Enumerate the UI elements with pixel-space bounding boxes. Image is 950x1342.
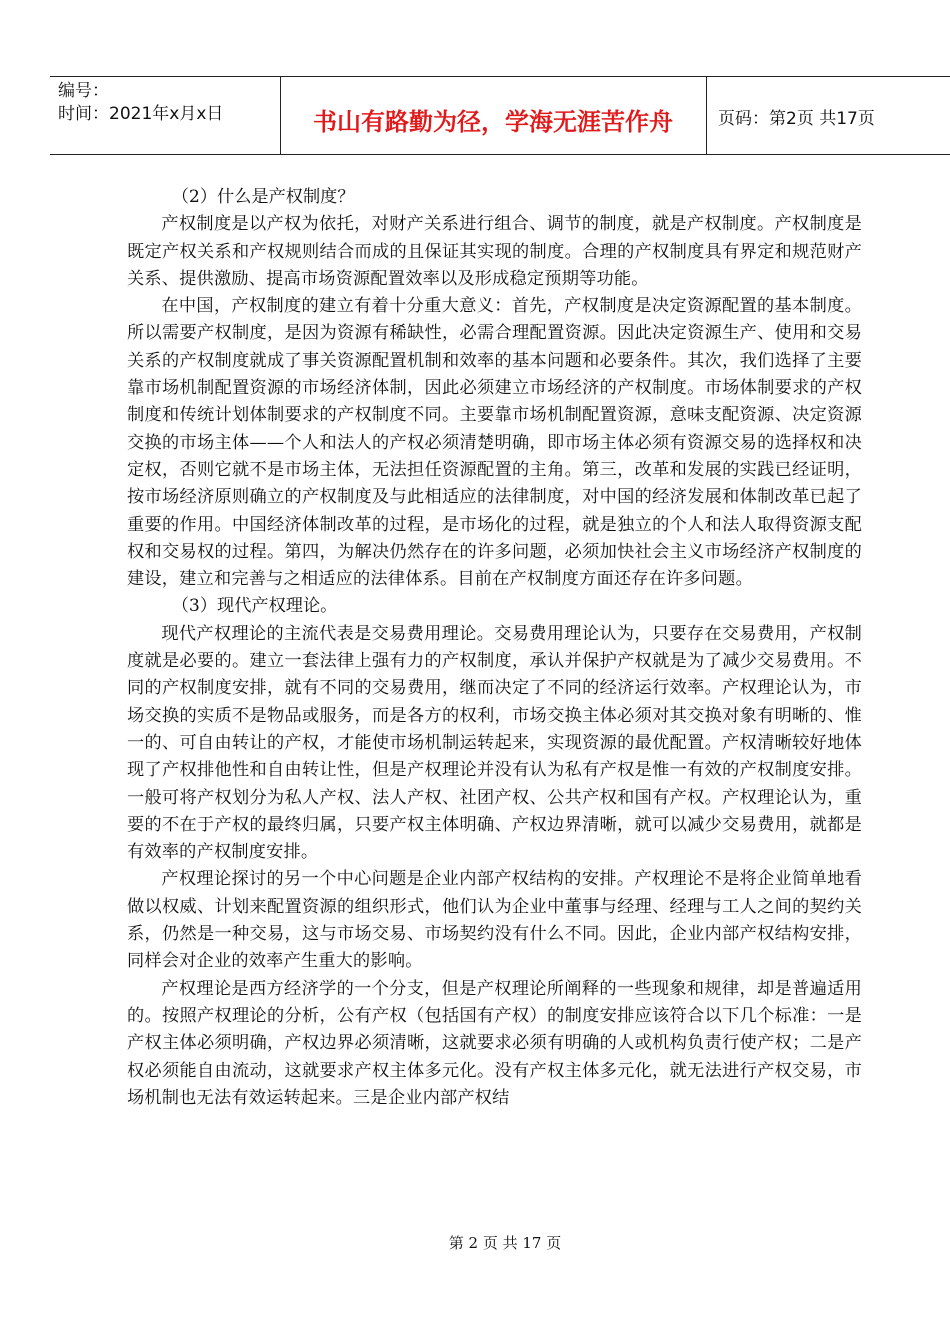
header-left-cell: [58, 80, 276, 126]
paragraph-3: 现代产权理论的主流代表是交易费用理论。交易费用理论认为，只要存在交易费用，产权制度就是必要的。建立一套法律上强有力的产权制度，承认并保护产权就是为了减少交易费用。不同的产权制度安排，就有不同的交易费用，继而决定了不同的经济运行效率。产权理论认为，市场交换的实质不是物品或服务，而是各方的权利，市场交换主体必须对其交换对象有明晰的、惟一的、可自由转让的产权，才能使市场机制运转起来，实现资源的最优配置。产权清晰较好地体现了产权排他性和自由转让性，但是产权理论并没有认为私有产权是惟一有效的产权制度安排。一般可将产权划分为私人产权、法人产权、社团产权、公共产权和国有产权。产权理论认为，重要的不在于产权的最终归属，只要产权主体明确、产权边界清晰，就可以减少交易费用，就都是有效率的产权制度安排。: [127, 623, 862, 863]
header-divider-left: [280, 76, 281, 154]
header-top-rule: [50, 76, 950, 77]
document-time-label: 时间：2021年x月x日: [58, 104, 224, 124]
header-motto: 书山有路勤为径，学海无涯苦作舟: [313, 108, 673, 136]
page-footer: 第 2 页 共 17 页: [448, 1234, 562, 1252]
document-number-label: 编号：: [58, 81, 109, 101]
section-heading-3: （3）现代产权理论。: [171, 596, 338, 617]
section-heading-2: （2）什么是产权制度？: [171, 187, 355, 207]
document-header: [50, 76, 950, 156]
paragraph-5: 产权理论是西方经济学的一个分支，但是产权理论所阐释的一些现象和规律，却是普遍适用的。按照产权理论的分析，公有产权（包括国有产权）的制度安排应该符合以下几个标准：一是产权主体必须明确，产权边界必须清晰，这就要求必须有明确的人或机构负责行使产权；二是产权必须能自由流动，这就要求产权主体多元化。没有产权主体多元化，就无法进行产权交易，市场机制也无法有效运转起来。三是企业内部产权结: [127, 978, 862, 1108]
paragraph-1: 产权制度是以产权为依托，对财产关系进行组合、调节的制度，就是产权制度。产权制度是既定产权关系和产权规则结合而成的且保证其实现的制度。合理的产权制度具有界定和规范财产关系、提供激励、提高市场资源配置效率以及形成稳定预期等功能。: [127, 214, 862, 289]
paragraph-4: 产权理论探讨的另一个中心问题是企业内部产权结构的安排。产权理论不是将企业简单地看做以权威、计划来配置资源的组织形式，他们认为企业中董事与经理、经理与工人之间的契约关系，仍然是一种交易，这与市场交易、市场契约没有什么不同。因此，企业内部产权结构安排，同样会对企业的效率产生重大的影响。: [127, 869, 862, 972]
paragraph-2: 在中国，产权制度的建立有着十分重大意义：首先，产权制度是决定资源配置的基本制度。所以需要产权制度，是因为资源有稀缺性，必需合理配置资源。因此决定资源生产、使用和交易关系的产权制度就成了事关资源配置机制和效率的基本问题和必要条件。其次，我们选择了主要靠市场机制配置资源的市场经济体制，因此必须建立市场经济的产权制度。市场体制要求的产权制度和传统计划体制要求的产权制度不同。主要靠市场机制配置资源，意味支配资源、决定资源交换的市场主体——个人和法人的产权必须清楚明确，即市场主体必须有资源交易的选择权和决定权，否则它就不是市场主体，无法担任资源配置的主角。第三，改革和发展的实践已经证明，按市场经济原则确立的产权制度及与此相适应的法律制度，对中国的经济发展和体制改革已起了重要的作用。中国经济体制改革的过程，是市场化的过程，就是独立的个人和法人取得资源支配权和交易权的过程。第四，为解决仍然存在的许多问题，必须加快社会主义市场经济产权制度的建设，建立和完善与之相适应的法律体系。目前在产权制度方面还存在许多问题。: [127, 296, 862, 590]
document-body: [127, 184, 862, 1112]
header-divider-right: [706, 76, 707, 154]
header-bottom-rule: [50, 154, 950, 155]
header-page-label: 页码：第2页 共17页: [718, 109, 875, 129]
